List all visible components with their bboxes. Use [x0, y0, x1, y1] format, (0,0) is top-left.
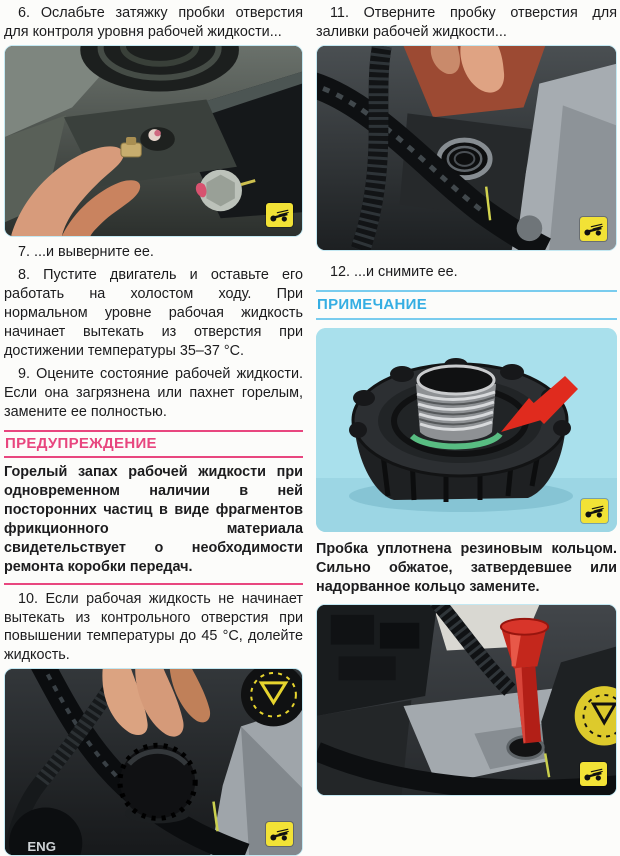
- threaded-neck: [412, 366, 500, 446]
- left-column: [4, 2, 303, 854]
- step-12-text: 12. ...и снимите ее.: [330, 263, 458, 280]
- cap-oring-illustration: [316, 328, 617, 532]
- warning-text: Горелый запах рабочей жидкости при одновременном наличии в ней посторонних частиц в виде фрагментов фрикционного материала свидетельствует о необходимости ремонта коробки передач.: [4, 463, 303, 575]
- step-7-text: 7. ...и выверните ее.: [18, 243, 154, 260]
- engine-filler-hole-illustration: [317, 46, 616, 250]
- step-11-text: 11. Отверните пробку отверстия для заливки рабочей жидкости...: [316, 5, 617, 40]
- ratchet-wrench-icon: [583, 221, 604, 237]
- photo-cap-oring: [316, 328, 617, 532]
- warning-title: ПРЕДУПРЕЖДЕНИЕ: [4, 430, 303, 458]
- step-10-text: 10. Если рабочая жидкость не начинает вытекать из контрольного отверстия при повышении температуры до 45 °С, долейте жидкость.: [4, 590, 303, 664]
- photo-filler-hole: [316, 45, 617, 251]
- ratchet-wrench-icon: [269, 207, 290, 223]
- tools-required-badge: [580, 217, 607, 241]
- ratchet-wrench-icon: [583, 766, 604, 782]
- warning-block: [4, 430, 303, 585]
- ratchet-wrench-icon: [584, 503, 605, 519]
- photo-loosen-control-plug: [4, 45, 303, 237]
- engine-cap-install-illustration: [5, 669, 302, 855]
- funnel-filling-illustration: [317, 605, 616, 795]
- filler-cap: [120, 745, 195, 823]
- step-6-text: 6. Ослабьте затяжку пробки отверстия для контроля уровня рабочей жидкости...: [4, 5, 303, 40]
- tools-required-badge: [580, 762, 607, 786]
- note-title: ПРИМЕЧАНИЕ: [316, 290, 617, 320]
- photo-install-filler-cap: [4, 668, 303, 856]
- ratchet-wrench-icon: [269, 826, 290, 842]
- tools-required-badge: [266, 822, 293, 846]
- engine-control-plug-illustration: [5, 46, 302, 236]
- eng-label: ENG: [27, 839, 57, 854]
- tools-required-badge: [581, 499, 608, 523]
- step-9-text: 9. Оцените состояние рабочей жидкости. Если она загрязнена или пахнет горелым, замените ее полностью.: [4, 366, 303, 420]
- right-column: [316, 2, 617, 796]
- photo-funnel-filling: [316, 604, 617, 796]
- note-caption: Пробка уплотнена резиновым кольцом. Сильно обжатое, затвердевшее или надорванное кольцо замените.: [316, 541, 617, 596]
- step-8-text: 8. Пустите двигатель и оставьте его работать на холостом ходу. При нормальном уровне рабочая жидкость начинает вытекать из отверстия при достижении температуры 35–37 °С.: [4, 267, 303, 359]
- tools-required-badge: [266, 203, 293, 227]
